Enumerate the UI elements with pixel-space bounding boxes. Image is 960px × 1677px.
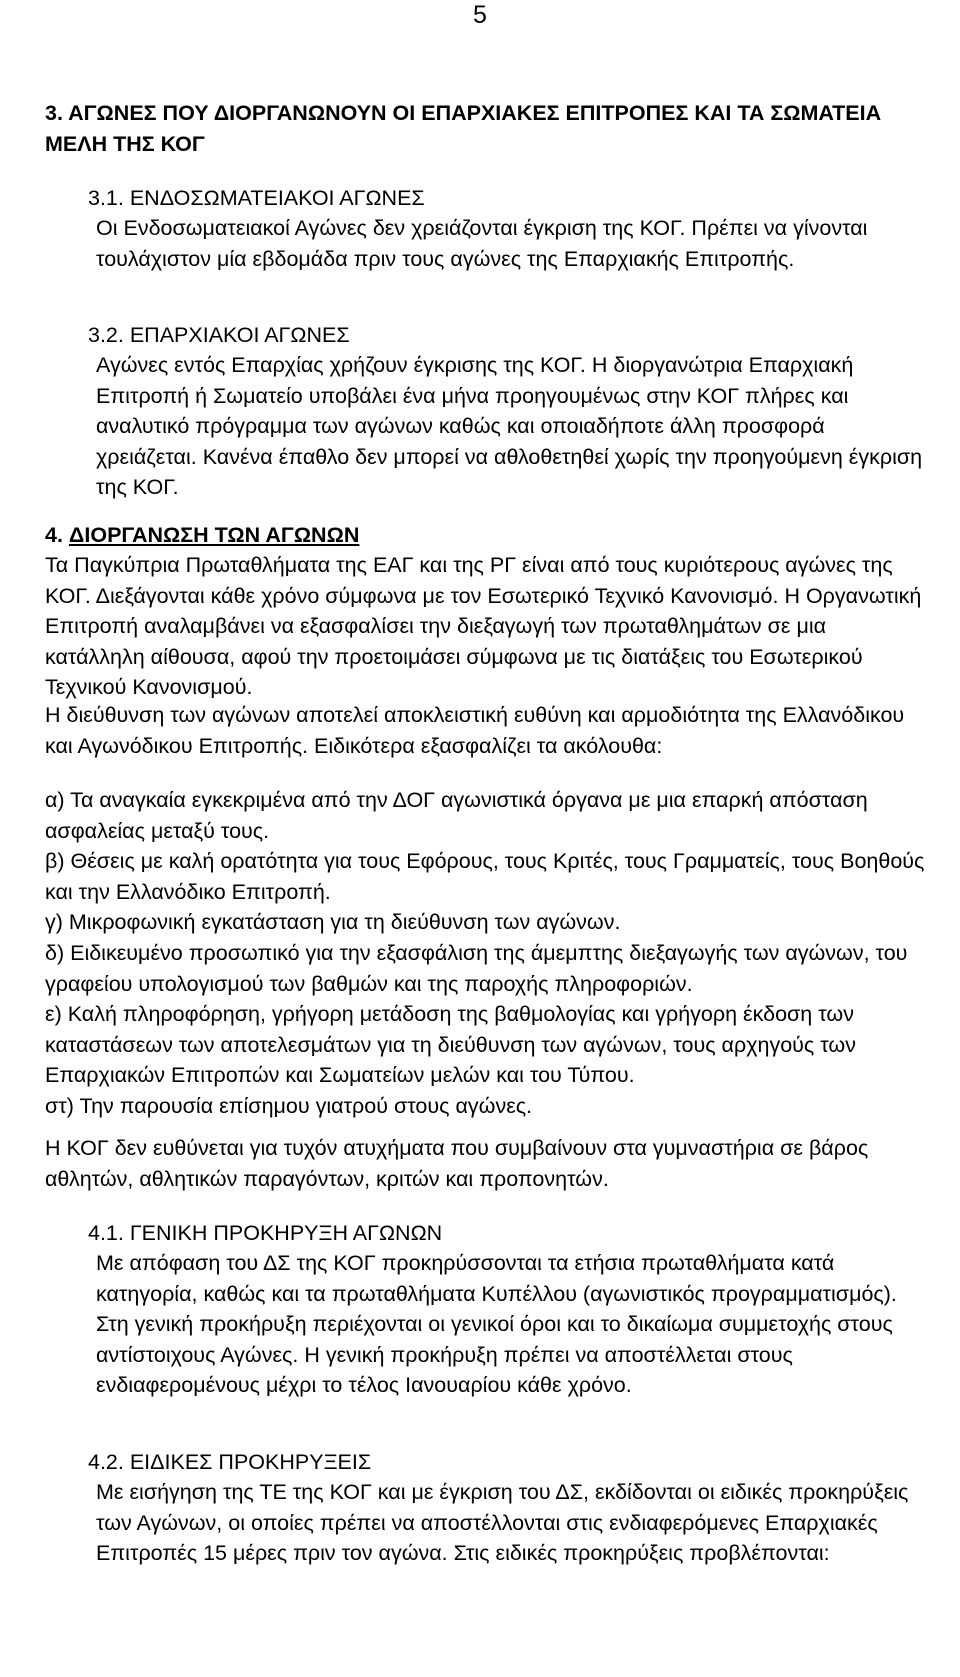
list-item: ε) Καλή πληροφόρηση, γρήγορη μετάδοση της βαθμολογίας και γρήγορη έκδοση των καταστάσεων των αποτελεσμάτων για τη διεύθυνση των αγώνων, τους αρχηγούς των Επαρχιακών Επιτροπών και Σωματείων μελών και του Τύπου.	[45, 1002, 856, 1088]
list-item: β) Θέσεις με καλή ορατότητα για τους Εφόρους, τους Κριτές, τους Γραμματείς, τους Βοηθούς και την Ελλανόδικο Επιτροπή.	[45, 849, 925, 904]
section-3-1-heading: 3.1. ΕΝΔΟΣΩΜΑΤΕΙΑΚΟΙ ΑΓΩΝΕΣ	[88, 186, 425, 210]
section-4-2-body: Με εισήγηση της ΤΕ της ΚΟΓ και με έγκριση του ΔΣ, εκδίδονται οι ειδικές προκηρύξεις των Αγώνων, οι οποίες πρέπει να αποστέλλονται στις ενδιαφερόμενες Επαρχιακές Επιτροπές 15 μέρες πριν τον αγώνα. Στις ειδικές προκηρύξεις προβλέπονται:	[96, 1480, 909, 1566]
list-item: α) Τα αναγκαία εγκεκριμένα από την ΔΟΓ αγωνιστικά όργανα με μια επαρκή απόσταση ασφαλείας μεταξύ τους.	[45, 788, 868, 843]
section-4-title: ΔΙΟΡΓΑΝΩΣΗ ΤΩΝ ΑΓΩΝΩΝ	[68, 523, 360, 547]
section-4-1-heading: 4.1. ΓΕΝΙΚΗ ΠΡΟΚΗΡΥΞΗ ΑΓΩΝΩΝ	[88, 1221, 443, 1245]
section-4-2-heading: 4.2. ΕΙΔΙΚΕΣ ΠΡΟΚΗΡΥΞΕΙΣ	[88, 1450, 372, 1474]
section-3-2-body: Αγώνες εντός Επαρχίας χρήζουν έγκρισης της ΚΟΓ. Η διοργανώτρια Επαρχιακή Επιτροπή ή Σωματείο υποβάλει ένα μήνα προηγουμένως στην ΚΟΓ πλήρες και αναλυτικό πρόγραμμα των αγώνων καθώς και οποιαδήποτε άλλη προσφορά χρειάζεται. Κανένα έπαθλο δεν μπορεί να αθλοθετηθεί χωρίς την προηγούμενη έγκριση της ΚΟΓ.	[96, 353, 923, 500]
section-4-body-1: Τα Παγκύπρια Πρωταθλήματα της ΕΑΓ και της ΡΓ είναι από τους κυριότερους αγώνες της ΚΟΓ. Διεξάγονται κάθε χρόνο σύμφωνα με τον Εσωτερικό Τεχνικό Κανονισμό. Η Οργανωτική Επιτροπή αναλαμβάνει να εξασφαλίσει την διεξαγωγή των πρωταθλημάτων σε μια κατάλληλη αίθουσα, αφού την προετοιμάσει σύμφωνα με τις διατάξεις του Εσωτερικού Τεχνικού Κανονισμού.	[45, 553, 922, 700]
section-4-number: 4.	[45, 523, 63, 547]
section-3-1-body: Οι Ενδοσωματειακοί Αγώνες δεν χρειάζονται έγκριση της ΚΟΓ. Πρέπει να γίνονται τουλάχιστον μία εβδομάδα πριν τους αγώνες της Επαρχιακής Επιτροπής.	[96, 216, 868, 271]
section-4-body-2: Η διεύθυνση των αγώνων αποτελεί αποκλειστική ευθύνη και αρμοδιότητα της Ελλανόδικου και Αγωνόδικου Επιτροπής. Ειδικότερα εξασφαλίζει τα ακόλουθα:	[45, 703, 905, 758]
list-item: δ) Ειδικευμένο προσωπικό για την εξασφάλιση της άμεμπτης διεξαγωγής των αγώνων, του γραφείου υπολογισμού των βαθμών και της παροχής πληροφοριών.	[45, 940, 908, 996]
section-3-2-heading: 3.2. ΕΠΑΡΧΙΑΚΟΙ ΑΓΩΝΕΣ	[88, 323, 350, 347]
list-item: γ) Μικροφωνική εγκατάσταση για τη διεύθυνση των αγώνων.	[45, 910, 621, 935]
page-number: 5	[473, 1, 487, 29]
section-3-heading: 3. ΑΓΩΝΕΣ ΠΟΥ ΔΙΟΡΓΑΝΩΝΟΥΝ ΟΙ ΕΠΑΡΧΙΑΚΕΣ ΕΠΙΤΡΟΠΕΣ ΚΑΙ ΤΑ ΣΩΜΑΤΕΙΑ ΜΕΛΗ ΤΗΣ ΚΟΓ	[45, 101, 882, 156]
section-4-1-body: Με απόφαση του ΔΣ της ΚΟΓ προκηρύσσονται τα ετήσια πρωταθλήματα κατά κατηγορία, καθώς και τα πρωταθλήματα Κυπέλλου (αγωνιστικός προγραμματισμός). Στη γενική προκήρυξη περιέχονται οι γενικοί όροι και το δικαίωμα συμμετοχής στους αντίστοιχους Αγώνες. Η γενική προκήρυξη πρέπει να αποστέλλεται στους ενδιαφερομένους μέχρι το τέλος Ιανουαρίου κάθε χρόνο.	[96, 1251, 897, 1398]
list-item: στ) Την παρουσία επίσημου γιατρού στους αγώνες.	[45, 1093, 533, 1118]
section-4-heading	[45, 520, 925, 551]
facilities-list	[45, 785, 925, 1122]
section-4-body-3: Η ΚΟΓ δεν ευθύνεται για τυχόν ατυχήματα που συμβαίνουν στα γυμναστήρια σε βάρος αθλητών, αθλητικών παραγόντων, κριτών και προπονητών.	[45, 1136, 869, 1191]
